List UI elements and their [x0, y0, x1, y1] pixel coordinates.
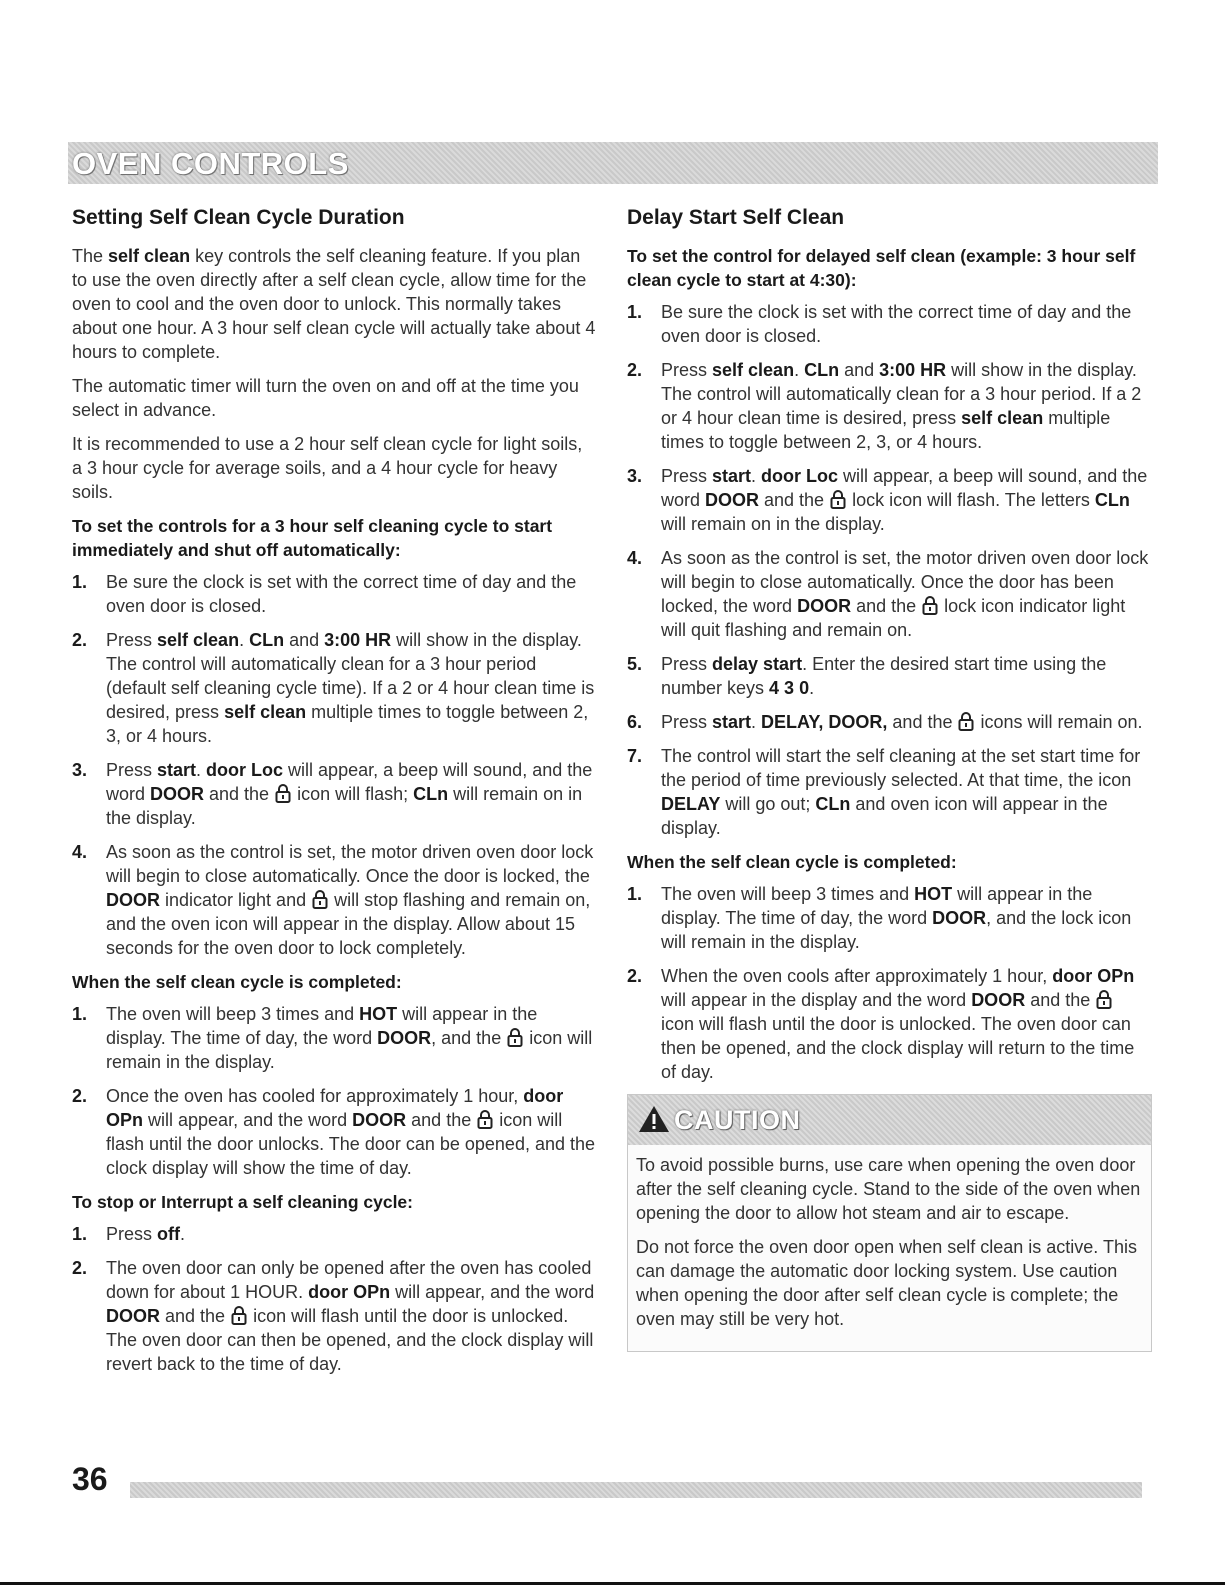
text-run: lock icon indicator light will quit flashing and remain on. — [661, 596, 1126, 640]
bold-text: 3:00 HR — [324, 630, 392, 650]
section-banner — [68, 142, 1158, 184]
bold-text: CLn — [804, 360, 840, 380]
bold-text: self clean — [961, 408, 1044, 428]
lock-icon — [275, 783, 291, 803]
subsection-title: To set the controls for a 3 hour self cleaning cycle to start immediately and shut off automatically: — [72, 516, 553, 560]
bold-text: DOOR — [106, 1306, 160, 1326]
text-run: As soon as the control is set, the motor driven oven door lock will begin to close automatically. Once the door is locked, the — [106, 842, 594, 886]
left-intro — [72, 244, 596, 504]
step-number: 3. — [72, 760, 88, 780]
text-run: The oven will beep 3 times and — [661, 884, 915, 904]
text-run: will appear in the display and the word — [661, 990, 972, 1010]
bold-text: DOOR — [106, 890, 160, 910]
steps-list — [627, 882, 1150, 1084]
step-item — [627, 358, 1150, 454]
subsection-title: When the self clean cycle is completed: — [72, 972, 402, 992]
intro-paragraph — [72, 374, 596, 422]
text-run: icons will remain on. — [975, 712, 1143, 732]
bold-text: CLn — [815, 794, 851, 814]
bold-text: door OPn — [106, 1086, 564, 1130]
step-item — [627, 710, 1150, 734]
lock-icon — [507, 1027, 523, 1047]
text-run: will appear, and the word — [390, 1282, 595, 1302]
bold-text: door OPn — [1052, 966, 1135, 986]
bold-text: start — [712, 712, 752, 732]
text-run: , and the — [431, 1028, 507, 1048]
step-number: 1. — [72, 1004, 88, 1024]
step-number: 5. — [627, 654, 643, 674]
step-number: 1. — [627, 884, 643, 904]
bold-text: door Loc — [206, 760, 284, 780]
step-number: 2. — [72, 1086, 88, 1106]
steps-list — [72, 570, 596, 960]
step-item — [627, 300, 1150, 348]
subsection-title: To set the control for delayed self clean (example: 3 hour self clean cycle to start at 4:30): — [627, 246, 1136, 290]
bold-text: DOOR — [971, 990, 1026, 1010]
intro-paragraph — [72, 432, 596, 504]
text-run: The — [72, 246, 109, 266]
steps-list — [72, 1002, 596, 1180]
text-run: will show in the display. The control will automatically clean for a 3 hour period (default self cleaning cycle time). If a 2 or 4 hour clean time is desired, press — [106, 630, 595, 722]
text-run: When the oven cools after approximately 1 hour, — [661, 966, 1053, 986]
caution-box — [627, 1094, 1152, 1352]
bold-text: CLn — [1094, 490, 1130, 510]
text-run: will appear, a beep will sound, and the word — [106, 760, 593, 804]
right-column — [627, 206, 1150, 1352]
caution-title: CAUTION — [674, 1105, 801, 1135]
bold-text: self clean — [157, 630, 240, 650]
text-run: and the — [406, 1110, 477, 1130]
text-run: will appear, and the word — [143, 1110, 353, 1130]
bold-text: door OPn — [308, 1282, 391, 1302]
lock-icon — [830, 489, 846, 509]
caution-header — [628, 1095, 1151, 1145]
bold-text: CLn — [249, 630, 285, 650]
text-run: icon will flash; — [292, 784, 414, 804]
text-run: Press — [106, 760, 158, 780]
text-run: will appear in the display. The time of day, the word — [106, 1004, 538, 1048]
text-run: It is recommended to use a 2 hour self clean cycle for light soils, a 3 hour cycle for average soils, and a 4 hour cycle for heavy soils. — [72, 434, 583, 502]
page-number: 36 — [72, 1461, 108, 1497]
right-sections — [627, 244, 1150, 1084]
text-run: The control will start the self cleaning at the set start time for the period of time previously selected. At that time, the icon — [661, 746, 1141, 790]
bold-text: start — [157, 760, 197, 780]
right-heading: Delay Start Self Clean — [627, 206, 845, 229]
lock-icon — [922, 595, 938, 615]
step-item — [627, 882, 1150, 954]
text-run: multiple times to toggle between 2, 3, or 4 hours. — [661, 408, 1111, 452]
step-number: 1. — [627, 302, 643, 322]
steps-list — [627, 300, 1150, 840]
bold-text: self clean — [224, 702, 307, 722]
bold-text: DOOR — [352, 1110, 407, 1130]
text-run: . — [809, 678, 815, 698]
left-column — [72, 206, 596, 1386]
text-run: will remain on in the display. — [661, 514, 885, 534]
bold-text: self clean — [712, 360, 795, 380]
text-run: indicator light and — [160, 890, 312, 910]
step-number: 2. — [627, 360, 643, 380]
lock-icon — [1096, 989, 1112, 1009]
step-number: 7. — [627, 746, 643, 766]
bold-text: 3:00 HR — [879, 360, 947, 380]
step-number: 2. — [72, 630, 88, 650]
step-item — [72, 840, 596, 960]
bold-text: HOT — [914, 884, 953, 904]
text-run: . Enter the desired start time using the number keys — [661, 654, 1107, 698]
text-run: Be sure the clock is set with the correct time of day and the oven door is closed. — [661, 302, 1132, 346]
bold-text: DELAY, DOOR, — [761, 712, 888, 732]
left-heading: Setting Self Clean Cycle Duration — [72, 206, 405, 229]
text-run: . — [239, 630, 250, 650]
bold-text: self clean — [108, 246, 191, 266]
subsection-title: When the self clean cycle is completed: — [627, 852, 957, 872]
text-run: . — [180, 1224, 186, 1244]
text-run: key controls the self cleaning feature. If you plan to use the oven directly after a self clean cycle, allow time for the oven to cool and the oven door to unlock. This normally takes about one hour. A 3 hour self clean cycle will actually take about 4 hours to complete. — [72, 246, 596, 362]
warning-icon — [638, 1105, 670, 1133]
step-number: 4. — [72, 842, 88, 862]
bold-text: 4 3 0 — [769, 678, 810, 698]
text-run: and the — [759, 490, 830, 510]
bold-text: door Loc — [761, 466, 839, 486]
bold-text: DOOR — [705, 490, 760, 510]
lock-icon — [312, 889, 328, 909]
step-item — [72, 1084, 596, 1180]
step-item — [627, 464, 1150, 536]
bold-text: delay start — [712, 654, 803, 674]
subsection-title: To stop or Interrupt a self cleaning cycle: — [72, 1192, 413, 1212]
text-run: will appear, a beep will sound, and the word — [661, 466, 1148, 510]
step-item — [72, 570, 596, 618]
text-run: . — [794, 360, 805, 380]
text-run: The oven door can only be opened after the oven has cooled down for about 1 HOUR. — [106, 1258, 592, 1302]
step-number: 3. — [627, 466, 643, 486]
bold-text: DOOR — [932, 908, 987, 928]
text-run: will stop flashing and remain on, and the oven icon will appear in the display. Allow about 15 seconds for the oven door to lock completely. — [106, 890, 591, 958]
step-item — [72, 1222, 596, 1246]
caution-paragraph-2: Do not force the oven door open when self clean is active. This can damage the automatic door locking system. Use caution when opening the door after self clean cycle is complete; the oven may still be very hot. — [636, 1237, 1137, 1329]
footer-rule — [130, 1482, 1142, 1498]
step-number: 4. — [627, 548, 643, 568]
bold-text: DOOR — [377, 1028, 432, 1048]
text-run: Press — [661, 360, 713, 380]
caution-body — [628, 1145, 1151, 1351]
text-run: will appear in the display. The time of day, the word — [661, 884, 1093, 928]
step-number: 1. — [72, 1224, 88, 1244]
text-run: and the — [851, 596, 922, 616]
step-number: 6. — [627, 712, 643, 732]
step-number: 2. — [627, 966, 643, 986]
text-run: lock icon will flash. The letters — [847, 490, 1095, 510]
text-run: Press — [106, 1224, 158, 1244]
step-item — [72, 1256, 596, 1376]
text-run: Be sure the clock is set with the correct time of day and the oven door is closed. — [106, 572, 577, 616]
text-run: and the — [1025, 990, 1096, 1010]
step-item — [627, 546, 1150, 642]
text-run: and oven icon will appear in the display. — [661, 794, 1108, 838]
bold-text: DELAY — [661, 794, 721, 814]
text-run: The automatic timer will turn the oven on and off at the time you select in advance. — [72, 376, 579, 420]
text-run: multiple times to toggle between 2, 3, or 4 hours. — [106, 702, 589, 746]
steps-list — [72, 1222, 596, 1376]
text-run: As soon as the control is set, the motor driven oven door lock will begin to close automatically. Once the door has been locked, the word — [661, 548, 1149, 616]
step-item — [627, 964, 1150, 1084]
step-item — [627, 652, 1150, 700]
step-item — [72, 758, 596, 830]
caution-paragraph-1: To avoid possible burns, use care when opening the oven door after the self cleaning cycle. Stand to the side of the oven when opening the door to allow hot steam and air to escape. — [636, 1155, 1141, 1223]
text-run: icon will flash until the door unlocks. The door can be opened, and the clock display will show the time of day. — [106, 1110, 596, 1178]
bold-text: CLn — [413, 784, 449, 804]
text-run: icon will flash until the door is unlocked. The oven door can then be opened, and the clock display will return to the time of day. — [661, 1014, 1135, 1082]
text-run: will remain on in the display. — [106, 784, 583, 828]
text-run: Press — [661, 654, 713, 674]
text-run: will go out; — [720, 794, 816, 814]
text-run: Press — [106, 630, 158, 650]
text-run: Press — [661, 712, 713, 732]
text-run: Press — [661, 466, 713, 486]
text-run: and — [839, 360, 880, 380]
bold-text: HOT — [359, 1004, 398, 1024]
bold-text: off — [157, 1224, 180, 1244]
lock-icon — [958, 711, 974, 731]
text-run: and the — [160, 1306, 231, 1326]
text-run: icon will flash until the door is unlocked. The oven door can then be opened, and the clock display will revert back to the time of day. — [106, 1306, 594, 1374]
text-run: and — [284, 630, 325, 650]
text-run: , and the lock icon will remain in the display. — [661, 908, 1132, 952]
bold-text: DOOR — [150, 784, 205, 804]
intro-paragraph — [72, 244, 596, 364]
lock-icon — [477, 1109, 493, 1129]
text-run: The oven will beep 3 times and — [106, 1004, 360, 1024]
bold-text: start — [712, 466, 752, 486]
page-title: OVEN CONTROLS — [72, 146, 349, 181]
lock-icon — [231, 1305, 247, 1325]
text-run: and the — [204, 784, 275, 804]
bold-text: DOOR — [797, 596, 852, 616]
text-run: will show in the display. The control will automatically clean for a 3 hour period. If a 2 or 4 hour clean time is desired, press — [661, 360, 1142, 428]
step-number: 2. — [72, 1258, 88, 1278]
text-run: Once the oven has cooled for approximately 1 hour, — [106, 1086, 524, 1106]
text-run: . — [196, 760, 207, 780]
text-run: . — [751, 712, 762, 732]
text-run: . — [751, 466, 762, 486]
step-item — [72, 1002, 596, 1074]
step-number: 1. — [72, 572, 88, 592]
text-run: and the — [887, 712, 958, 732]
text-run: icon will remain in the display. — [106, 1028, 593, 1072]
left-sections — [72, 514, 596, 1376]
step-item — [627, 744, 1150, 840]
step-item — [72, 628, 596, 748]
